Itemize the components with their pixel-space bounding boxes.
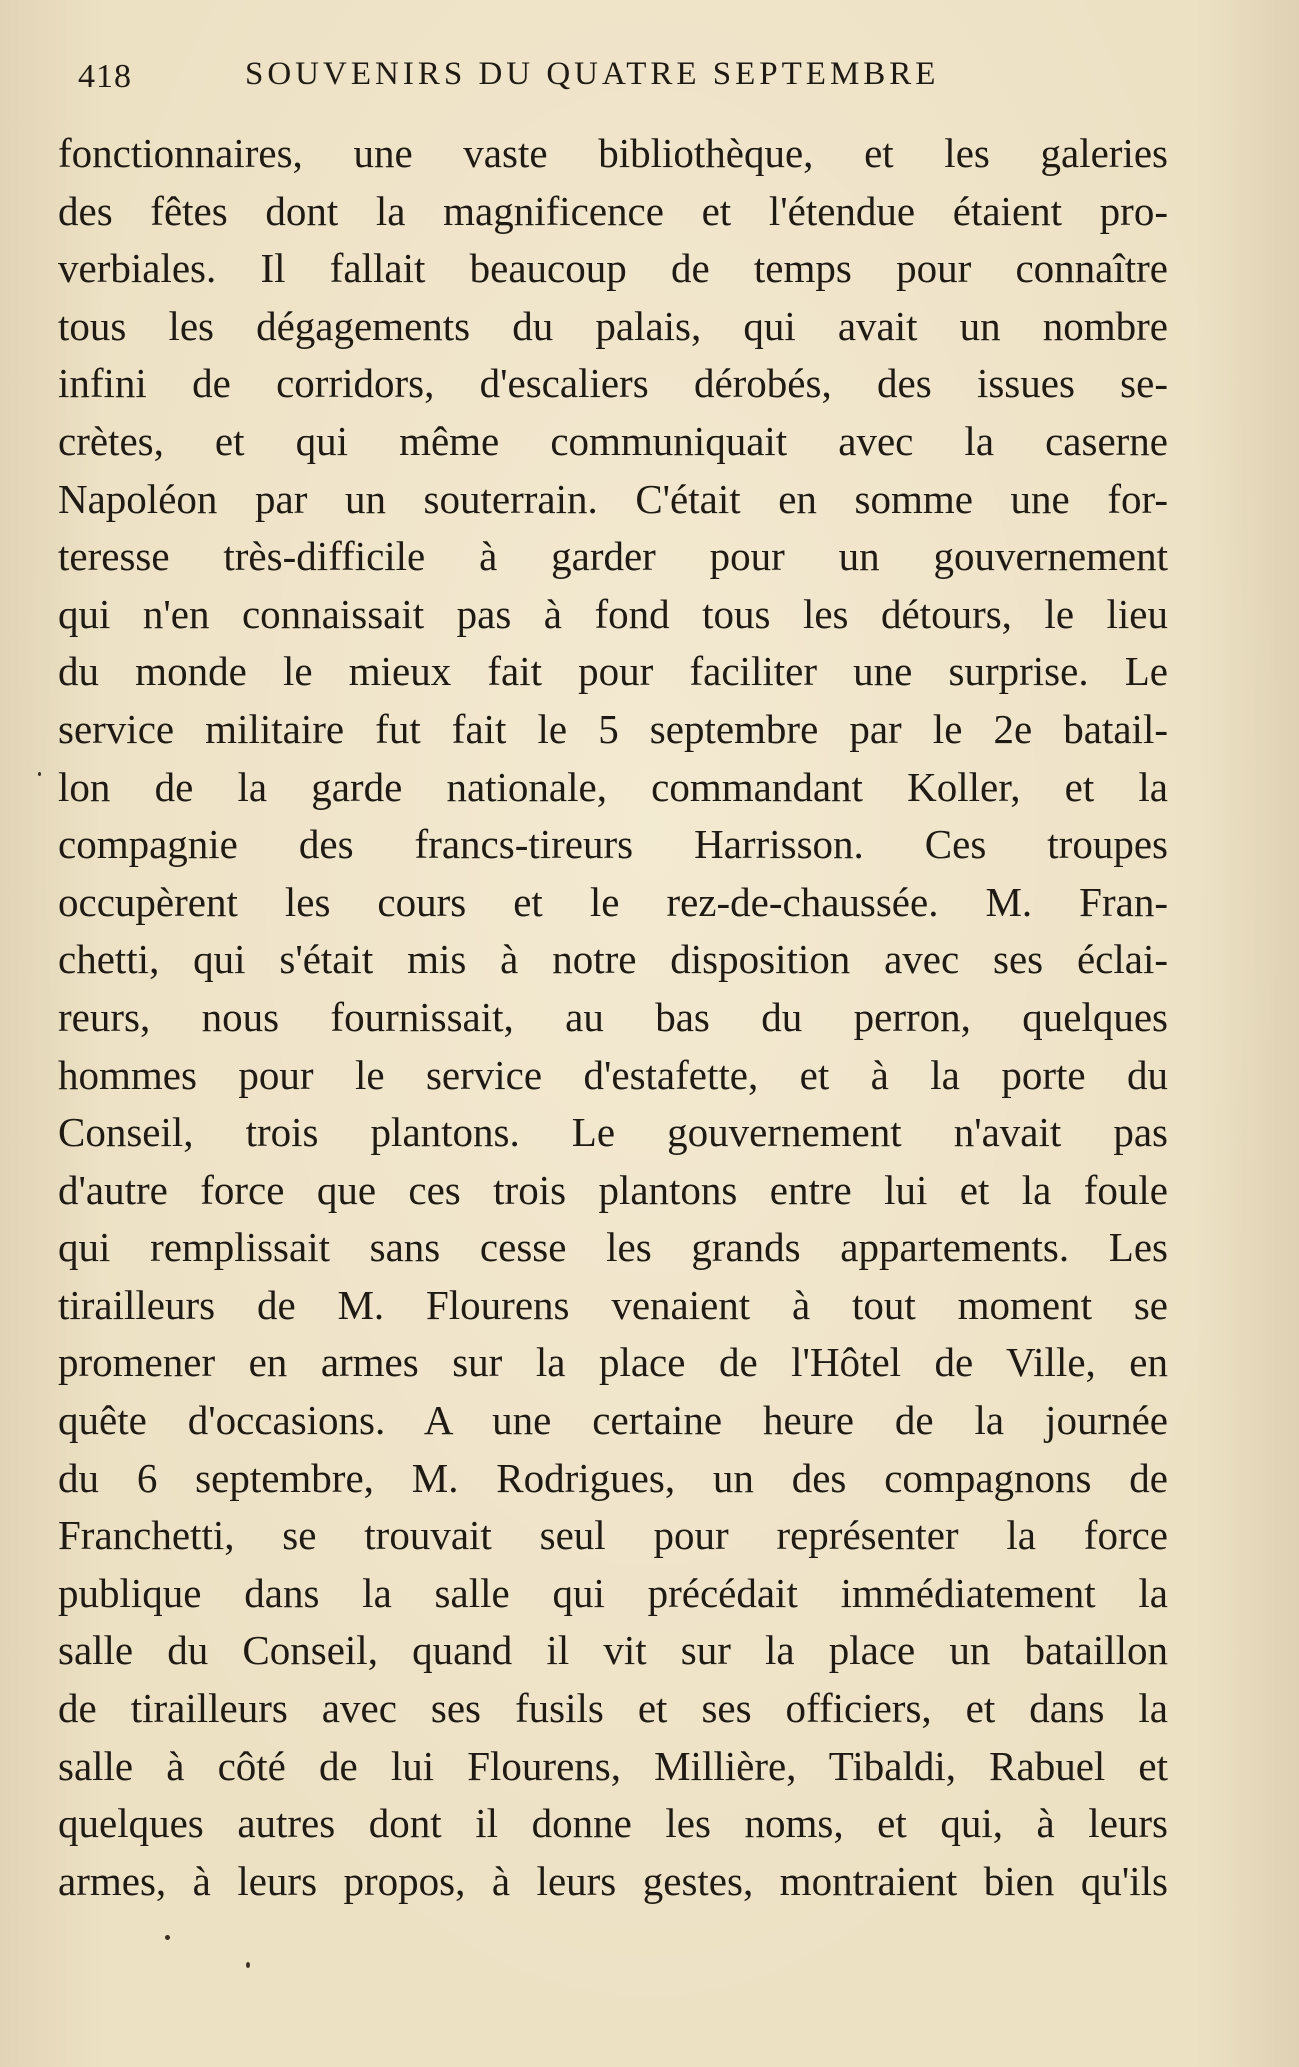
- text-line: hommes pour le service d'estafette, et à la porte du: [58, 1051, 1168, 1098]
- text-line: tous les dégagements du palais, qui avait un nombre: [58, 302, 1168, 349]
- text-line: lon de la garde nationale, commandant Koller, et la: [58, 763, 1168, 810]
- text-line: du monde le mieux fait pour faciliter une surprise. Le: [58, 648, 1168, 695]
- text-line: quelques autres dont il donne les noms, et qui, à leurs: [58, 1800, 1168, 1847]
- text-line: reurs, nous fournissait, au bas du perron, quelques: [58, 993, 1168, 1040]
- text-line: d'autre force que ces trois plantons entre lui et la foule: [58, 1166, 1168, 1213]
- running-title: SOUVENIRS DU QUATRE SEPTEMBRE: [245, 56, 940, 92]
- text-line: Conseil, trois plantons. Le gouvernement n'avait pas: [58, 1109, 1168, 1156]
- text-line: de tirailleurs avec ses fusils et ses officiers, et dans la: [58, 1685, 1168, 1732]
- page-number: 418: [78, 58, 132, 95]
- text-line: qui remplissait sans cesse les grands appartements. Les: [58, 1224, 1168, 1271]
- paper-speck: [165, 1935, 170, 1940]
- text-line: tirailleurs de M. Flourens venaient à tout moment se: [58, 1281, 1168, 1328]
- text-line: salle du Conseil, quand il vit sur la place un bataillon: [58, 1627, 1168, 1674]
- text-line: publique dans la salle qui précédait immédiatement la: [58, 1569, 1168, 1616]
- text-line: Franchetti, se trouvait seul pour représenter la force: [58, 1512, 1168, 1559]
- text-line: Napoléon par un souterrain. C'était en somme une for-: [58, 475, 1168, 522]
- text-line: promener en armes sur la place de l'Hôtel de Ville, en: [58, 1339, 1168, 1386]
- text-line: teresse très-difficile à garder pour un gouvernement: [58, 533, 1168, 580]
- text-line: service militaire fut fait le 5 septembre par le 2e batail-: [58, 705, 1168, 752]
- text-line: des fêtes dont la magnificence et l'étendue étaient pro-: [58, 187, 1168, 234]
- text-line: occupèrent les cours et le rez-de-chaussée. M. Fran-: [58, 878, 1168, 925]
- text-line: fonctionnaires, une vaste bibliothèque, et les galeries: [58, 130, 1168, 176]
- running-head: [70, 50, 1030, 100]
- text-line: crètes, et qui même communiquait avec la caserne: [58, 417, 1168, 464]
- text-line: du 6 septembre, M. Rodrigues, un des compagnons de: [58, 1454, 1168, 1501]
- text-line: salle à côté de lui Flourens, Millière, Tibaldi, Rabuel et: [58, 1742, 1168, 1789]
- text-line: armes, à leurs propos, à leurs gestes, montraient bien qu'ils: [58, 1857, 1168, 1904]
- paper-speck: [246, 1962, 250, 1968]
- text-line: infini de corridors, d'escaliers dérobés, des issues se-: [58, 360, 1168, 407]
- paper-speck: [38, 772, 41, 776]
- text-line: verbiales. Il fallait beaucoup de temps pour connaître: [58, 245, 1168, 292]
- text-line: chetti, qui s'était mis à notre disposition avec ses éclai-: [58, 936, 1168, 983]
- text-line: compagnie des francs-tireurs Harrisson. Ces troupes: [58, 821, 1168, 868]
- text-line: qui n'en connaissait pas à fond tous les détours, le lieu: [58, 590, 1168, 637]
- body-text: [58, 125, 1168, 1910]
- text-line: quête d'occasions. A une certaine heure de la journée: [58, 1397, 1168, 1444]
